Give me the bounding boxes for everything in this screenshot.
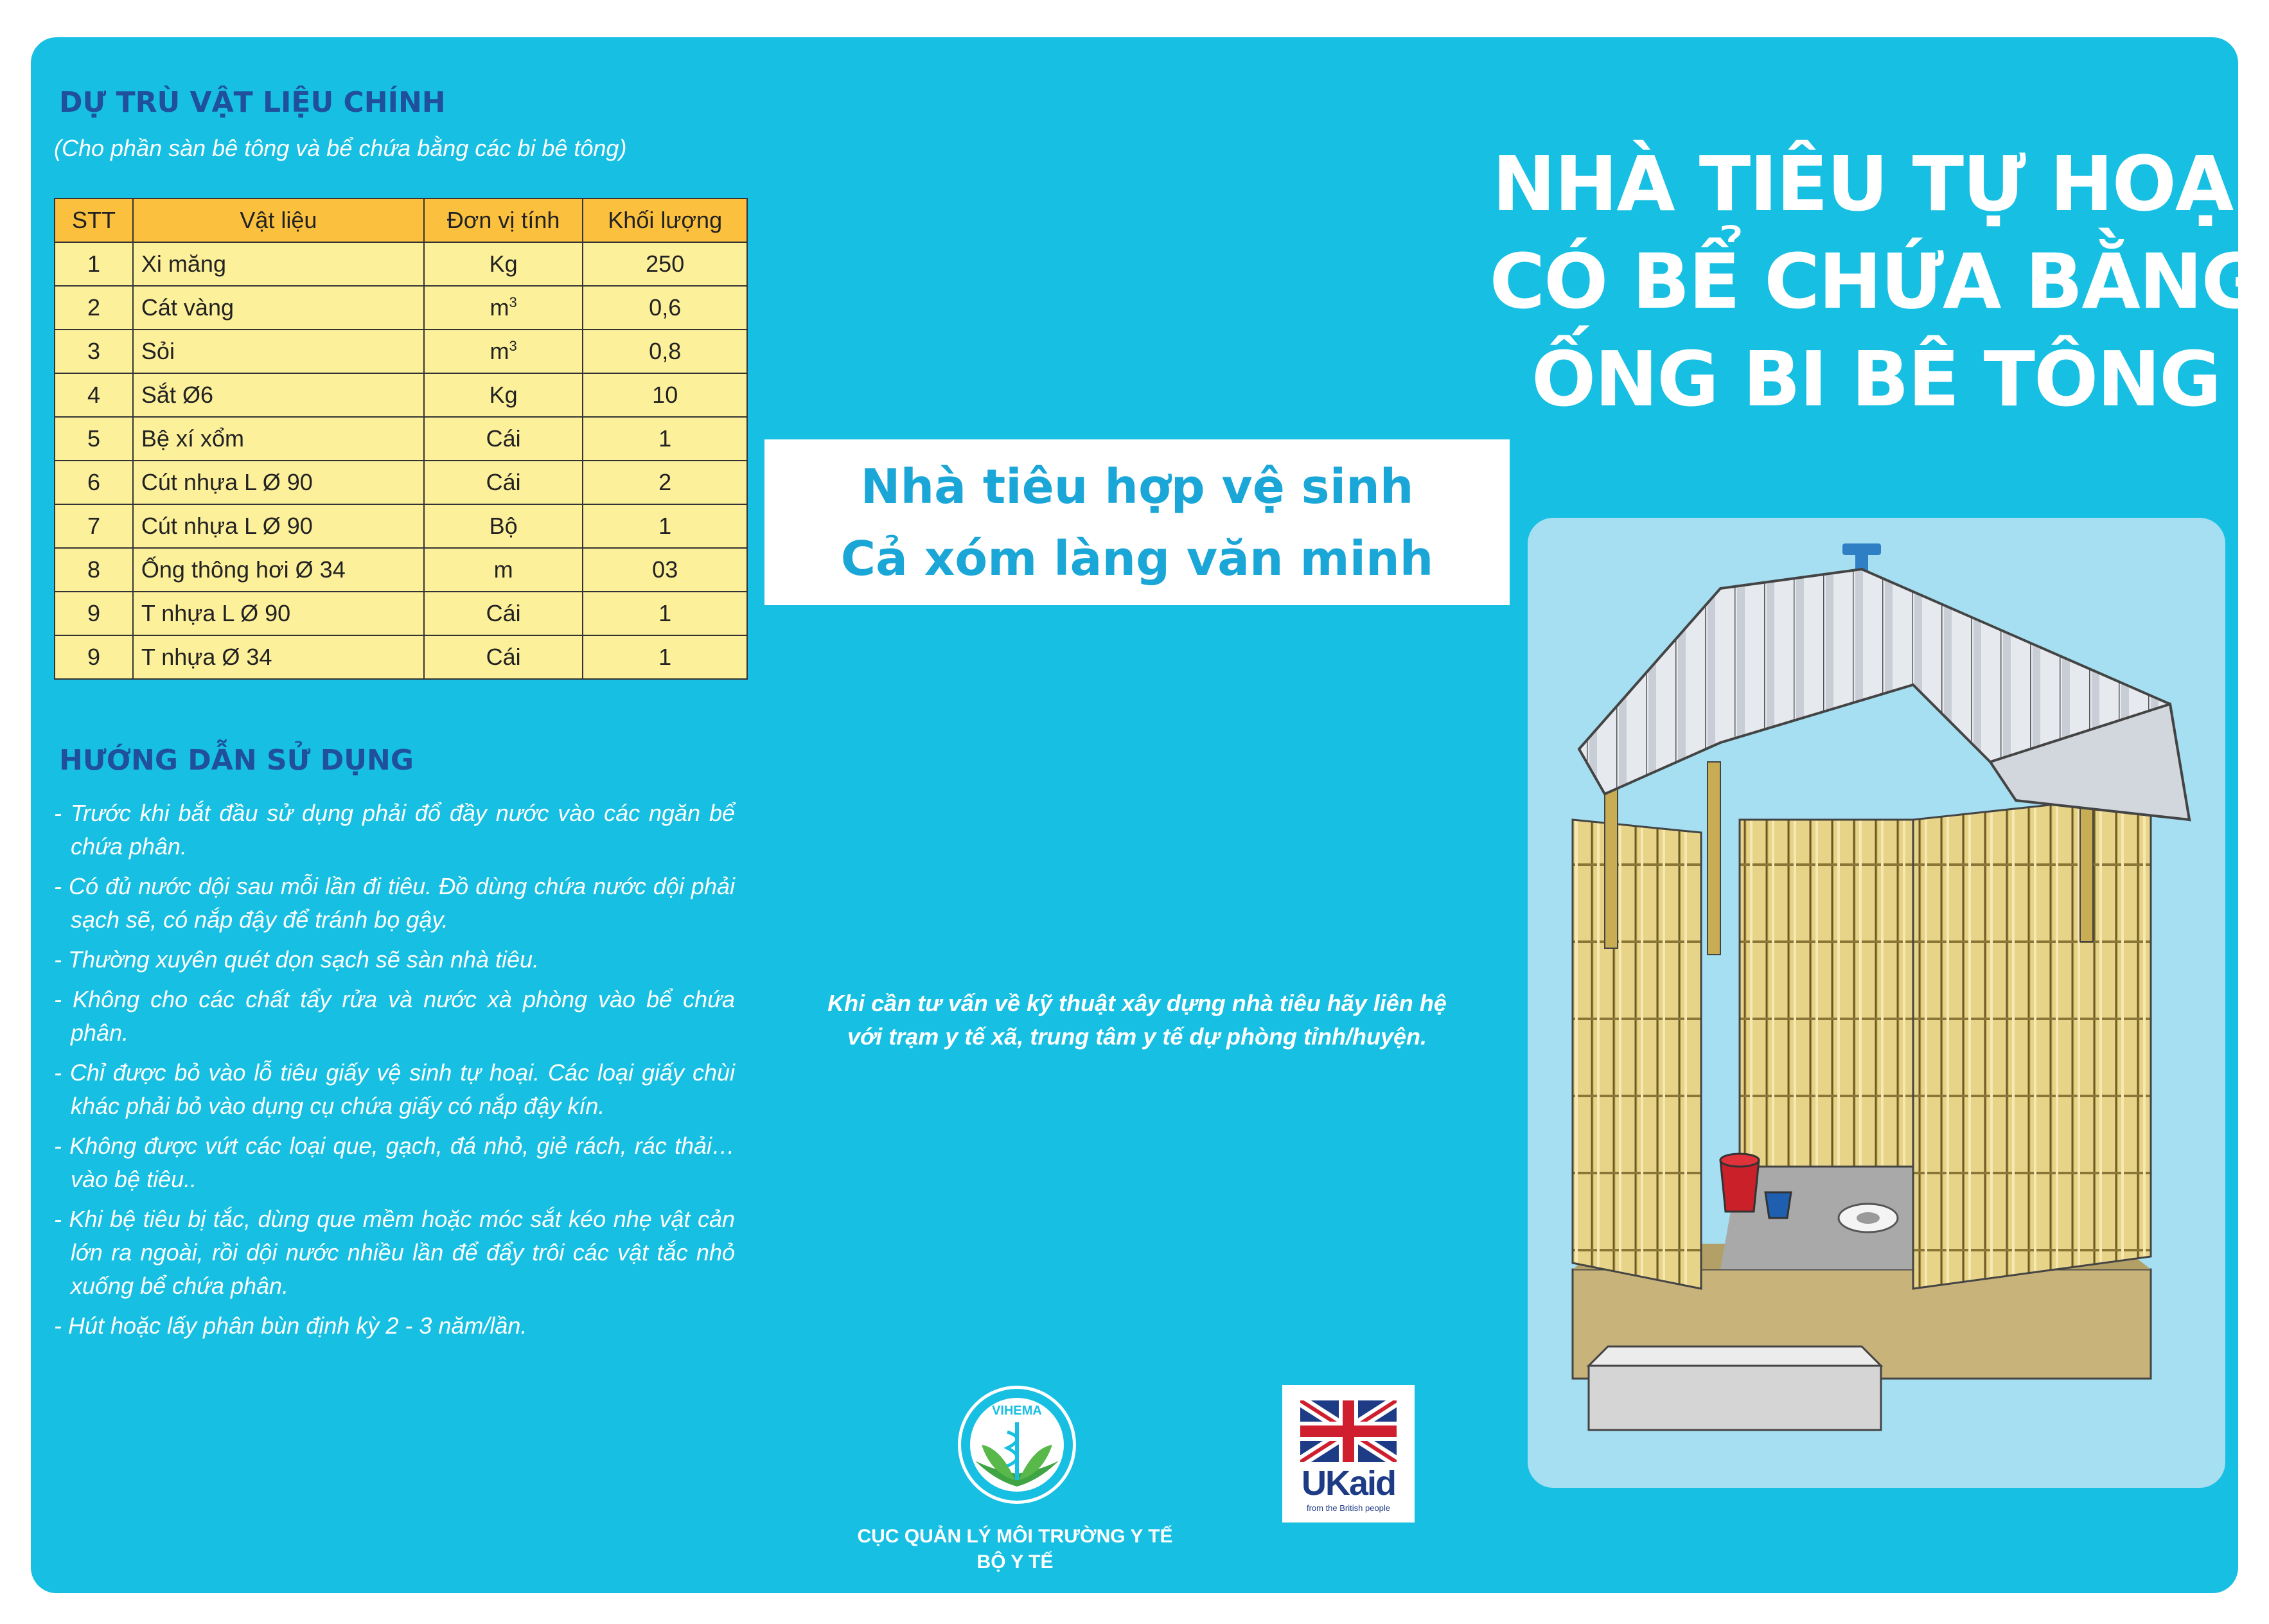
cell-unit: Bộ <box>424 504 583 548</box>
title-line-1: NHÀ TIÊU TỰ HOẠI <box>1492 139 2260 228</box>
vihema-logo <box>956 1384 1078 1506</box>
table-row <box>55 373 747 417</box>
table-row <box>55 286 747 330</box>
table-row <box>55 635 747 679</box>
materials-note: (Cho phần sàn bê tông và bể chứa bằng các bi bê tông) <box>54 135 627 161</box>
cell-stt: 6 <box>55 461 133 504</box>
table-row <box>55 330 747 373</box>
vihema-logo-text: VIHEMA <box>992 1404 1042 1418</box>
cell-quantity: 1 <box>583 504 747 548</box>
cell-stt: 2 <box>55 286 133 330</box>
materials-table <box>54 198 748 680</box>
cell-unit: Cái <box>424 635 583 679</box>
cell-material: Cút nhựa L Ø 90 <box>133 461 424 504</box>
unit-text: m <box>490 338 509 364</box>
cell-material: Sỏi <box>133 330 424 373</box>
cell-quantity: 2 <box>583 461 747 504</box>
table-row <box>55 592 747 635</box>
ukaid-logo <box>1282 1385 1415 1522</box>
cell-material: Ống thông hơi Ø 34 <box>133 548 424 592</box>
cell-material: Xi măng <box>133 242 424 286</box>
column-header: STT <box>55 199 133 242</box>
guide-item: - Chỉ được bỏ vào lỗ tiêu giấy vệ sinh tự hoại. Các loại giấy chùi khác phải bỏ vào dụng cụ chứa giấy có nắp đậy kín. <box>54 1059 735 1119</box>
title-line-3: ỐNG BI BÊ TÔNG <box>1532 335 2220 423</box>
contact-line-1: Khi cần tư vấn về kỹ thuật xây dựng nhà tiêu hãy liên hệ <box>827 990 1447 1016</box>
cell-quantity: 10 <box>583 373 747 417</box>
cell-quantity: 1 <box>583 417 747 461</box>
cell-unit: m <box>424 548 583 592</box>
column-header: Vật liệu <box>133 199 424 242</box>
contact-note <box>797 987 1478 1054</box>
union-flag-icon <box>1300 1400 1397 1462</box>
cell-unit <box>424 330 583 373</box>
table-row <box>55 242 747 286</box>
guide-heading: HƯỚNG DẪN SỬ DỤNG <box>59 744 414 777</box>
cell-material: T nhựa Ø 34 <box>133 635 424 679</box>
cell-stt: 8 <box>55 548 133 592</box>
cell-material: Bệ xí xổm <box>133 417 424 461</box>
cell-unit: Kg <box>424 242 583 286</box>
cell-unit <box>424 286 583 330</box>
cell-quantity: 0,8 <box>583 330 747 373</box>
cell-material: Cát vàng <box>133 286 424 330</box>
cell-unit: Cái <box>424 592 583 635</box>
organization-line-1: CỤC QUẢN LÝ MÔI TRƯỜNG Y TẾ <box>857 1526 1173 1547</box>
cell-stt: 7 <box>55 504 133 548</box>
cell-unit: Kg <box>424 373 583 417</box>
guide-item: - Khi bệ tiêu bị tắc, dùng que mềm hoặc móc sắt kéo nhẹ vật cản lớn ra ngoài, rồi dội nước nhiều lần để đẩy trôi các vật tắc nhỏ xuống bể chứa phân. <box>54 1206 735 1299</box>
table-header-row <box>55 199 747 242</box>
table-row <box>55 417 747 461</box>
guide-item: - Hút hoặc lấy phân bùn định kỳ 2 - 3 năm/lần. <box>54 1312 527 1339</box>
unit-superscript: 3 <box>509 294 517 310</box>
unit-superscript: 3 <box>509 338 517 354</box>
guide-item: - Trước khi bắt đầu sử dụng phải đổ đầy nước vào các ngăn bể chứa phân. <box>54 800 735 860</box>
column-header: Đơn vị tính <box>424 199 583 242</box>
slogan-line-2: Cả xóm làng văn minh <box>840 531 1434 587</box>
guide-item: - Không được vứt các loại que, gạch, đá nhỏ, giẻ rách, rác thải… vào bệ tiêu.. <box>54 1133 735 1192</box>
unit-text: m <box>490 294 509 321</box>
guide-item: - Không cho các chất tẩy rửa và nước xà phòng vào bể chứa phân. <box>54 986 735 1046</box>
ukaid-tagline: from the British people <box>1306 1503 1391 1513</box>
table-row <box>55 548 747 592</box>
table-row <box>55 504 747 548</box>
cell-quantity: 03 <box>583 548 747 592</box>
guide-item: - Thường xuyên quét dọn sạch sẽ sàn nhà tiêu. <box>54 946 540 973</box>
cell-quantity: 0,6 <box>583 286 747 330</box>
title-line-2: CÓ BỂ CHỨA BẰNG <box>1489 237 2263 326</box>
organization-name <box>822 1524 1208 1575</box>
table-row <box>55 461 747 504</box>
latrine-illustration <box>1528 518 2225 1488</box>
cell-quantity: 1 <box>583 592 747 635</box>
slogan-box <box>764 439 1510 605</box>
cell-material: Sắt Ø6 <box>133 373 424 417</box>
column-header: Khối lượng <box>583 199 747 242</box>
guide-list <box>54 797 735 1349</box>
cell-stt: 9 <box>55 592 133 635</box>
page-title <box>1478 135 2269 428</box>
cell-material: Cút nhựa L Ø 90 <box>133 504 424 548</box>
contact-line-2: với trạm y tế xã, trung tâm y tế dự phòng tỉnh/huyện. <box>847 1023 1427 1050</box>
cell-unit: Cái <box>424 417 583 461</box>
cell-unit: Cái <box>424 461 583 504</box>
ukaid-wordmark: UKaid <box>1301 1464 1395 1503</box>
cell-quantity: 1 <box>583 635 747 679</box>
guide-item: - Có đủ nước dội sau mỗi lần đi tiêu. Đồ dùng chứa nước dội phải sạch sẽ, có nắp đậy để tránh bọ gậy. <box>54 873 735 933</box>
cell-material: T nhựa L Ø 90 <box>133 592 424 635</box>
cell-stt: 3 <box>55 330 133 373</box>
cell-stt: 1 <box>55 242 133 286</box>
materials-heading: DỰ TRÙ VẬT LIỆU CHÍNH <box>59 86 446 119</box>
slogan-line-1: Nhà tiêu hợp vệ sinh <box>860 459 1414 515</box>
cell-stt: 9 <box>55 635 133 679</box>
cell-stt: 5 <box>55 417 133 461</box>
cell-quantity: 250 <box>583 242 747 286</box>
cell-stt: 4 <box>55 373 133 417</box>
organization-line-2: BỘ Y TẾ <box>976 1551 1054 1573</box>
